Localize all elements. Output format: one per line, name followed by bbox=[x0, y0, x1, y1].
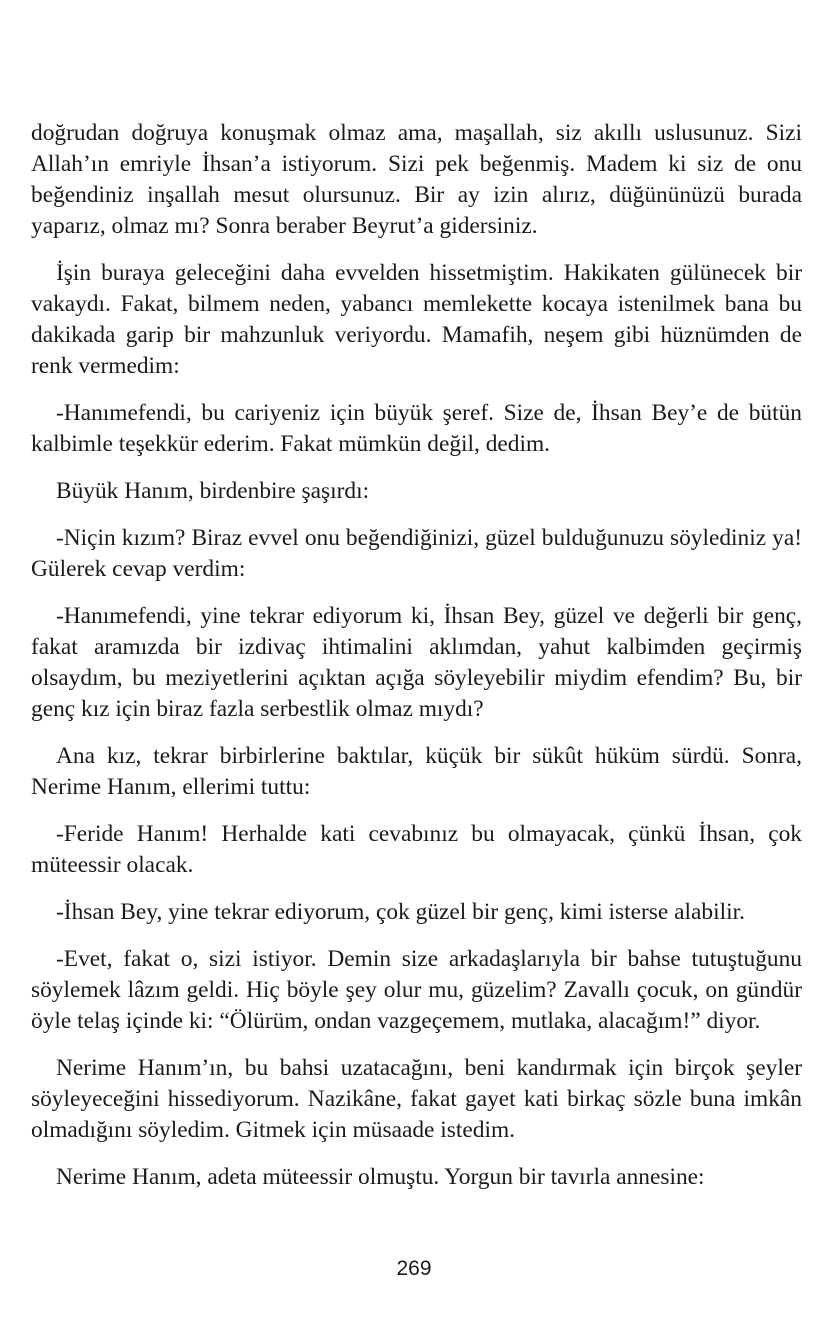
paragraph-8: -Feride Hanım! Herhalde kati cevabınız bu olmayacak, çünkü İhsan, çok müteessir olacak. bbox=[31, 821, 802, 878]
paragraph-11: Nerime Hanım’ın, bu bahsi uzatacağını, beni kandırmak için birçok şeyler söyleyeceğini hissediyorum. Nazikâne, fakat gayet kati birkaç sözle buna imkân olmadığını söyledim. Gitmek için müsaade istedim. bbox=[31, 1055, 802, 1143]
paragraph-4: Büyük Hanım, birdenbire şaşırdı: bbox=[56, 478, 370, 504]
paragraph-7: Ana kız, tekrar birbirlerine baktılar, küçük bir sükût hüküm sürdü. Sonra, Nerime Hanım, ellerimi tuttu: bbox=[31, 743, 802, 800]
paragraph-10: -Evet, fakat o, sizi istiyor. Demin size arkadaşlarıyla bir bahse tutuştuğunu söylemek lâzım geldi. Hiç böyle şey olur mu, güzelim? Zavallı çocuk, on gündür öyle telaş içinde ki: “Ölürüm, ondan vazgeçemem, mutlaka, alacağım!” diyor. bbox=[31, 946, 802, 1034]
paragraph-2: İşin buraya geleceğini daha evvelden hissetmiştim. Hakikaten gülünecek bir vakaydı. Fakat, bilmem neden, yabancı memlekette kocaya istenilmek bana bu dakikada garip bir mahzunluk veriyordu. Mamafih, neşem gibi hüznümden de renk vermedim: bbox=[31, 260, 802, 379]
page-number: 269 bbox=[396, 1257, 432, 1280]
paragraph-5: -Niçin kızım? Biraz evvel onu beğendiğinizi, güzel bulduğunuzu söylediniz ya! Gülerek cevap verdim: bbox=[31, 525, 802, 582]
paragraph-6: -Hanımefendi, yine tekrar ediyorum ki, İhsan Bey, güzel ve değerli bir genç, fakat aramızda bir izdivaç ihtimalini aklımdan, yahut kalbimden geçirmiş olsaydım, bu meziyetlerini açıktan açığa söyleyebilir miydim efendim? Bu, bir genç kız için biraz fazla serbestlik olmaz mıydı? bbox=[31, 603, 802, 722]
page-body bbox=[31, 118, 802, 1209]
paragraph-3: -Hanımefendi, bu cariyeniz için büyük şeref. Size de, İhsan Bey’e de bütün kalbimle teşekkür ederim. Fakat mümkün değil, dedim. bbox=[31, 400, 802, 457]
paragraph-12: Nerime Hanım, adeta müteessir olmuştu. Yorgun bir tavırla annesine: bbox=[56, 1164, 705, 1190]
paragraph-9: -İhsan Bey, yine tekrar ediyorum, çok güzel bir genç, kimi isterse alabilir. bbox=[56, 899, 745, 925]
paragraph-1: doğrudan doğruya konuşmak olmaz ama, maşallah, siz akıllı uslusunuz. Sizi Allah’ın emriyle İhsan’a istiyorum. Sizi pek beğenmiş. Madem ki siz de onu beğendiniz inşallah mesut olursunuz. Bir ay izin alırız, düğününüzü burada yaparız, olmaz mı? Sonra beraber Beyrut’a gidersiniz. bbox=[31, 120, 802, 239]
